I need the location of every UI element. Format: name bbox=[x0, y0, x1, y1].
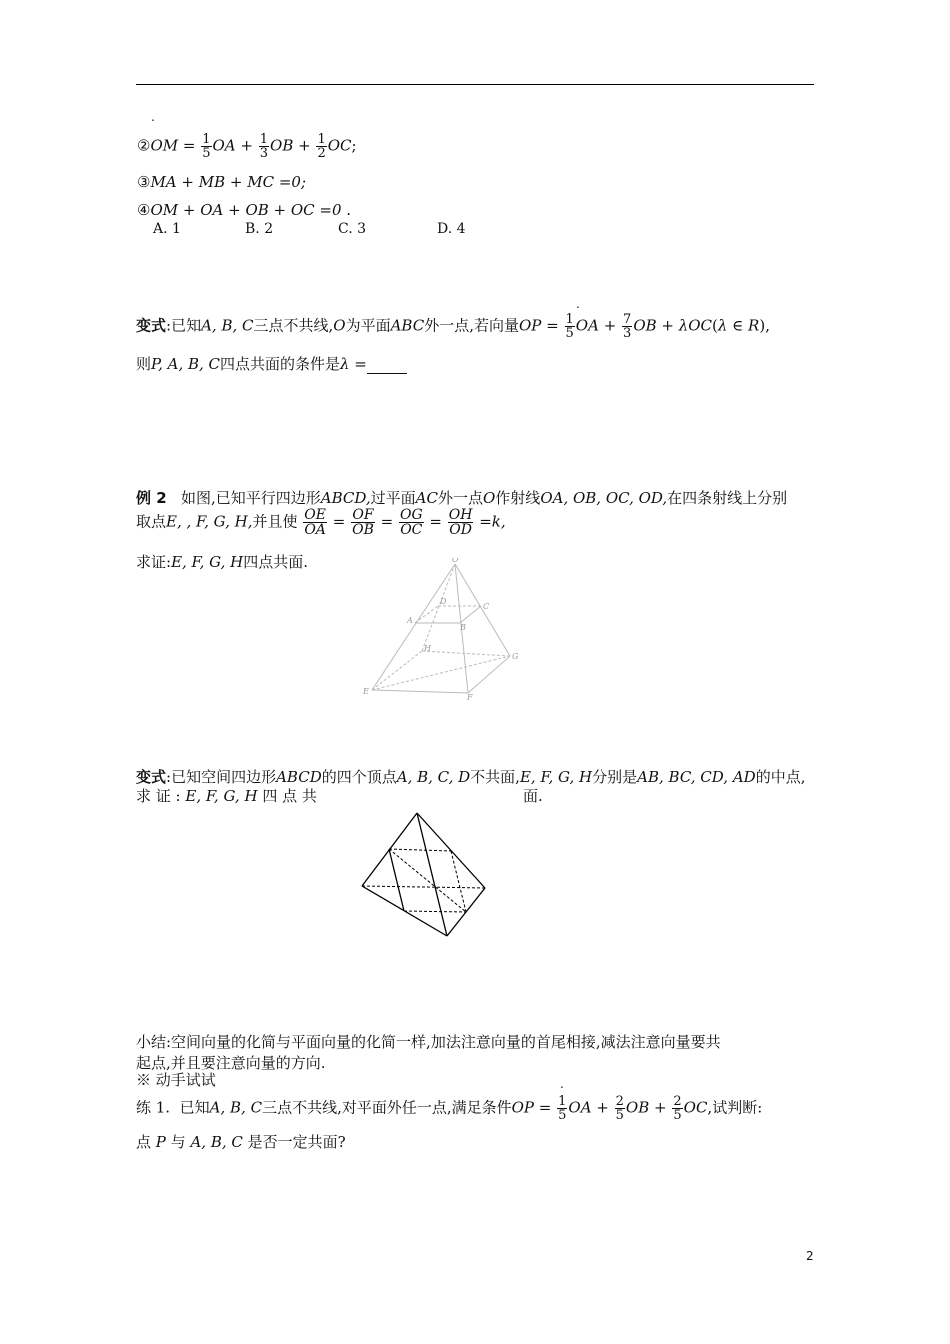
variant1-text-a: :已知 bbox=[166, 316, 202, 335]
tetrahedron-figure bbox=[358, 808, 490, 942]
variant2-text-a: :已知空间四边形 bbox=[166, 768, 277, 786]
example2-k: =k, bbox=[479, 512, 506, 531]
variant1-text-d: 外一点,若向量 bbox=[424, 316, 519, 335]
variant2-segs: AB, BC, CD, AD bbox=[637, 768, 756, 786]
pyramid-label-o: O bbox=[452, 558, 459, 564]
item-2-equation: ②OM = $\frac{1}{5}$ OA + $\frac{1}{3}$ OB + $\frac{1}{2}$ OC; bbox=[137, 132, 357, 161]
stray-dot-2: . bbox=[576, 297, 580, 311]
pyramid-label-b: B bbox=[460, 623, 466, 632]
variant2-efgh: E, F, G, H bbox=[519, 768, 593, 786]
example2-text-a: 如图,已知平行四边形 bbox=[180, 489, 321, 507]
variant2-text-b: 的四个顶点 bbox=[321, 768, 397, 786]
variant1-o: O bbox=[333, 316, 346, 335]
example2-label: 例 2 bbox=[136, 489, 167, 507]
example2-text-d: 作射线 bbox=[495, 489, 541, 507]
example2-efgh: E, F, G, H bbox=[171, 553, 244, 571]
variant2-pts: A, B, C, D bbox=[396, 768, 471, 786]
item-4-equation bbox=[137, 201, 351, 219]
variant2-text-c: 不共面, bbox=[470, 768, 520, 786]
exercise1-text-a: 已知 bbox=[179, 1098, 210, 1117]
example2-ac: AC bbox=[415, 489, 438, 507]
pyramid-label-d: D bbox=[440, 597, 447, 606]
page-number: 2 bbox=[806, 1249, 814, 1263]
stray-dot-3: . bbox=[560, 1077, 564, 1091]
stray-dot: . bbox=[151, 110, 155, 124]
pyramid-label-f: F bbox=[467, 693, 473, 700]
variant1-pabc: P, A, B, C bbox=[151, 355, 221, 373]
example2-line3-a: 求证: bbox=[136, 553, 172, 571]
variant1-line2-b: 四点共面的条件是 bbox=[220, 355, 341, 373]
section-heading: ※ 动手试试 bbox=[136, 1071, 216, 1089]
variant2-line2-a: 求 证 : bbox=[136, 787, 181, 805]
answer-blank[interactable] bbox=[367, 359, 407, 374]
item-3-number: ③ bbox=[137, 173, 151, 191]
variant2-text-d: 分别是 bbox=[592, 768, 638, 786]
example2-o: O bbox=[482, 489, 496, 507]
variant2-efgh2: E, F, G, H bbox=[185, 787, 258, 805]
pyramid-label-e: E bbox=[363, 687, 369, 696]
choice-d: D. 4 bbox=[437, 221, 466, 237]
variant2-abcd: ABCD bbox=[276, 768, 322, 786]
pyramid-figure bbox=[360, 558, 530, 700]
choice-c: C. 3 bbox=[338, 221, 367, 237]
summary-line1: 小结:空间向量的化简与平面向量的化简一样,加法注意向量的首尾相接,减法注意向量要共 bbox=[136, 1033, 721, 1051]
variant1-label: 变式 bbox=[136, 316, 167, 335]
example2-line1 bbox=[136, 487, 787, 508]
example2-rays: OA, OB, OC, OD, bbox=[540, 489, 668, 507]
exercise1-abc: A, B, C bbox=[209, 1098, 263, 1117]
pyramid-label-c: C bbox=[483, 602, 490, 611]
variant1-abc2: ABC bbox=[390, 316, 425, 335]
variant1-text-b: 三点不共线, bbox=[253, 316, 334, 335]
exercise1-line1: 练 1. 已知A, B, C三点不共线,对平面外任一点,满足条件OP = $\frac{1}{5}$ OA + $\frac{2}{5}$ OB + $\frac{2}{5}$ OC,试判断: bbox=[136, 1094, 763, 1123]
example2-line2: 取点E, , F, G, H,并且使 $\frac{OE}{OA}$ = $\frac{OF}{OB}$ = $\frac{OG}{OC}$ = $\frac{OH}{OD}$ =k, bbox=[136, 507, 506, 538]
variant2-line2-b: 四 点 共 bbox=[262, 787, 317, 805]
exercise1-label: 练 1. bbox=[136, 1098, 171, 1117]
pyramid-label-g: G bbox=[512, 652, 519, 661]
variant2-label: 变式 bbox=[136, 768, 167, 786]
variant1-abc: A, B, C bbox=[201, 316, 254, 335]
variant1-text-c: 为平面 bbox=[345, 316, 391, 335]
variant1-line1: 变式:已知A, B, C三点不共线,O为平面ABC外一点,若向量OP = $\frac{1}{5}$ OA + $\frac{7}{3}$ OB + λOC(λ ∈ R), bbox=[136, 312, 770, 341]
variant2-line2-end: 面. bbox=[523, 787, 543, 805]
example2-text-c: 外一点 bbox=[437, 489, 483, 507]
example2-text-b: 过平面 bbox=[370, 489, 416, 507]
example2-text-e: 在四条射线上分别 bbox=[667, 489, 788, 507]
exercise1-p: P bbox=[155, 1133, 166, 1151]
item-3-text: MA + MB + MC =0; bbox=[150, 173, 307, 191]
variant2-line2 bbox=[136, 785, 317, 806]
variant1-line2 bbox=[136, 353, 407, 374]
example2-abcd: ABCD, bbox=[320, 489, 371, 507]
variant2-line1 bbox=[136, 766, 805, 787]
item-2-number: ② bbox=[137, 136, 151, 155]
header-rule bbox=[136, 84, 814, 85]
item-3-equation bbox=[137, 173, 306, 191]
exercise1-text-c: ,试判断: bbox=[707, 1098, 763, 1117]
exercise1-line2-a: 点 bbox=[136, 1133, 152, 1151]
exercise1-line2 bbox=[136, 1131, 346, 1152]
choice-b: B. 2 bbox=[245, 221, 274, 237]
example2-points: E, , F, G, H, bbox=[166, 512, 253, 531]
exercise1-line2-b: 与 bbox=[170, 1133, 186, 1151]
variant1-line2-a: 则 bbox=[136, 355, 152, 373]
item-4-number: ④ bbox=[137, 201, 151, 219]
variant2-text-e: 的中点, bbox=[755, 768, 806, 786]
exercise1-text-b: 三点不共线,对平面外任一点,满足条件 bbox=[262, 1098, 512, 1117]
pyramid-label-h: H bbox=[424, 644, 431, 653]
example2-line3 bbox=[136, 551, 308, 572]
example2-line3-b: 四点共面. bbox=[243, 553, 309, 571]
example2-line2-a: 取点 bbox=[136, 512, 167, 531]
summary-line2: 起点,并且要注意向量的方向. bbox=[136, 1054, 326, 1072]
choice-a: A. 1 bbox=[153, 221, 181, 237]
item-4-text: OM + OA + OB + OC =0 . bbox=[150, 201, 352, 219]
example2-line2-b: 并且使 bbox=[252, 512, 298, 531]
variant1-lambda: λ = bbox=[340, 355, 367, 373]
pyramid-label-a: A bbox=[407, 616, 413, 625]
exercise1-abc2: A, B, C bbox=[190, 1133, 243, 1151]
exercise1-line2-c: 是否一定共面? bbox=[247, 1133, 346, 1151]
